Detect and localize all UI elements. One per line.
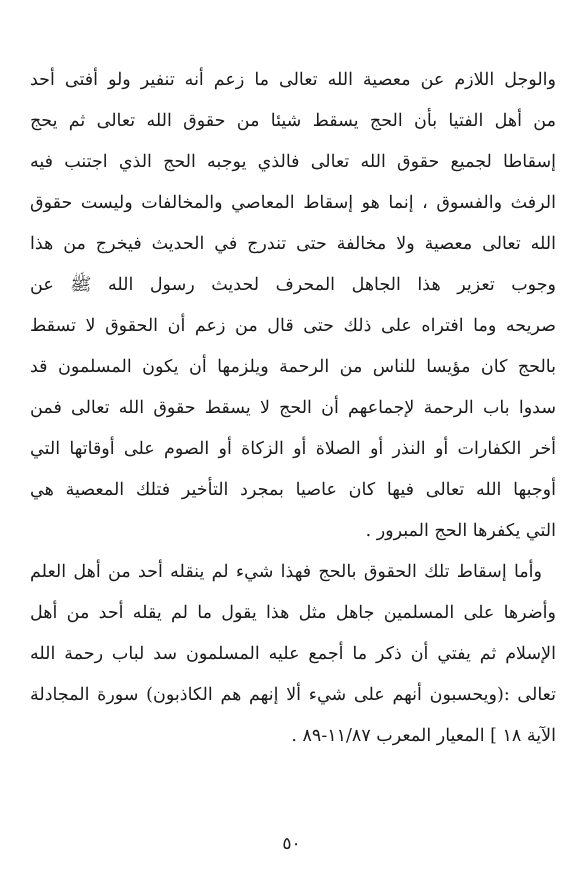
text-line: الإسلام ثم يفتي أن ذكر ما أجمع عليه المسلمون سد لباب رحمة الله: [30, 644, 556, 664]
text-line: سدوا باب الرحمة لإجماعهم أن الحج لا يسقط حقوق الله تعالى فمن: [30, 398, 556, 418]
text-line: وأما إسقاط تلك الحقوق بالحج فهذا شيء لم ينقله أحد من أهل العلم: [30, 562, 542, 582]
body-text: [30, 60, 556, 757]
text-line: صريحه وما افتراه على ذلك حتى قال من زعم أن الحقوق لا تسقط: [30, 316, 556, 336]
text-line: وجوب تعزير هذا الجاهل المحرف لحديث رسول الله ﷺ عن: [30, 275, 556, 295]
text-line: إسقاطا لجميع حقوق الله تعالى فالذي يوجبه الحج الذي اجتنب فيه: [30, 152, 556, 172]
text-line: بالحج كان مؤيسا للناس من الرحمة ويلزمها أن يكون المسلمون قد: [30, 357, 556, 377]
text-line: الرفث والفسوق ، إنما هو إسقاط المعاصي والمخالفات وليست حقوق: [30, 193, 556, 213]
text-line: من أهل الفتيا بأن الحج يسقط شيئا من حقوق الله تعالى ثم يحج: [30, 111, 556, 131]
text-line: أوجبها الله تعالى فيها كان عاصيا بمجرد التأخير فتلك المعصية هي: [30, 480, 556, 500]
page-number: ٥٠: [282, 834, 301, 854]
text-line: والوجل اللازم عن معصية الله تعالى ما زعم أنه تنفير ولو أفتى أحد: [30, 70, 556, 90]
text-line: تعالى :(ويحسبون أنهم على شيء ألا إنهم هم الكاذبون) سورة المجادلة: [30, 685, 556, 705]
text-line: الله تعالى معصية ولا مخالفة حتى تندرج في الحديث فيخرج من هذا: [30, 234, 556, 254]
text-line: التي يكفرها الحج المبرور .: [365, 521, 556, 541]
text-line: الآية ١٨ ] المعيار المعرب ١١/٨٧-٨٩ .: [291, 726, 556, 746]
text-line: أخر الكفارات أو النذر أو الصلاة أو الزكاة أو الصوم على أوقاتها التي: [30, 439, 556, 459]
text-line: وأضرها على المسلمين جاهل مثل هذا يقول ما لم يقله أحد من أهل: [30, 603, 556, 623]
